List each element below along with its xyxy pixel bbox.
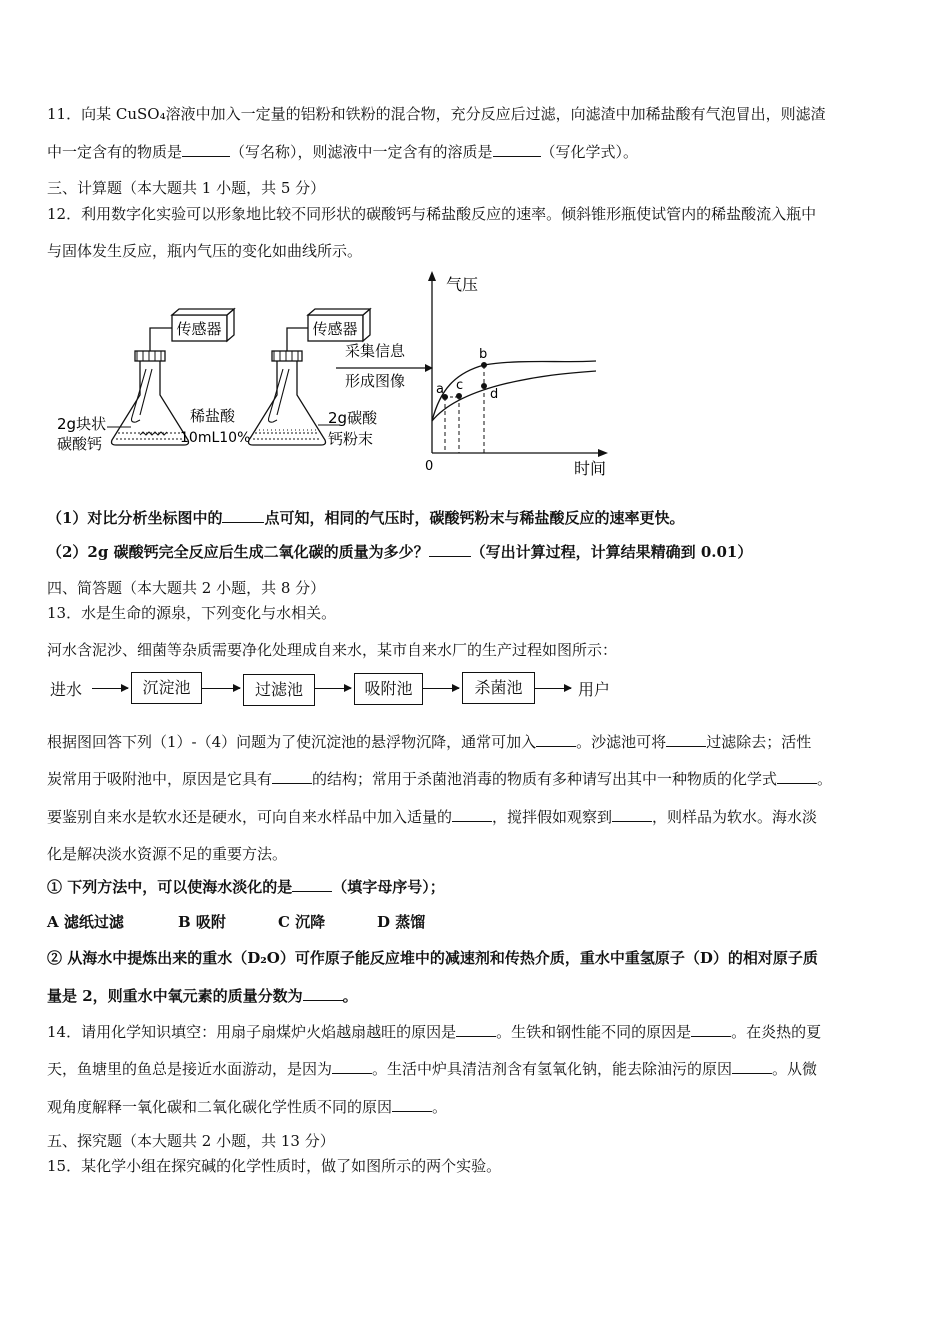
q12-line1: 12．利用数字化实验可以形象地比较不同形状的碳酸钙与稀盐酸反应的速率。倾斜锥形瓶使试管内的稀盐酸流入瓶中	[47, 205, 817, 223]
origin-label: 0	[425, 459, 434, 474]
q11-line2: 中一定含有的物质是 （写名称），则滤液中一定含有的溶质是 （写化学式）。	[47, 143, 639, 161]
collect-label-2: 形成图像	[345, 372, 406, 390]
answer-blank[interactable]	[536, 733, 576, 747]
option-b[interactable]: B 吸附	[178, 913, 226, 931]
flow-user: 用户	[578, 680, 611, 699]
sensor-label-left: 传感器	[176, 320, 222, 338]
answer-blank[interactable]	[332, 1060, 372, 1074]
right-solid-label-1: 2g碳酸	[328, 409, 378, 427]
answer-blank[interactable]	[777, 770, 817, 784]
flow-inlet: 进水	[50, 680, 83, 699]
flow-sterilization-tank: 杀菌池	[462, 672, 535, 704]
point-b-label: b	[479, 347, 488, 362]
answer-blank[interactable]	[732, 1060, 772, 1074]
answer-blank[interactable]	[292, 878, 332, 892]
q13-line1: 13．水是生命的源泉，下列变化与水相关。	[47, 604, 337, 622]
flow-arrow	[202, 688, 240, 689]
q11-line1: 11．向某 CuSO₄溶液中加入一定量的铝粉和铁粉的混合物，充分反应后过滤，向滤渣中加稀盐酸有气泡冒出，则滤渣	[47, 105, 826, 123]
q14-line1: 14．请用化学知识填空：用扇子扇煤炉火焰越扇越旺的原因是 。生铁和钢性能不同的原因是 。在炎热的夏	[47, 1023, 822, 1041]
answer-blank[interactable]	[612, 808, 652, 822]
q12-part2: （2）2g 碳酸钙完全反应后生成二氧化碳的质量为多少？ （写出计算过程，计算结果精确到 0.01）	[47, 543, 753, 561]
flow-arrow	[92, 688, 128, 689]
flow-adsorption-tank: 吸附池	[354, 673, 423, 705]
q13-line2: 河水含泥沙、细菌等杂质需要净化处理成自来水，某市自来水厂的生产过程如图所示：	[47, 641, 618, 659]
q13-line6: 化是解决淡水资源不足的重要方法。	[47, 845, 288, 863]
q13-line9: 量是 2，则重水中氧元素的质量分数为 。	[47, 987, 358, 1005]
q13-line7: ① 下列方法中，可以使海水淡化的是 （填字母序号）；	[47, 878, 445, 896]
q14-line3: 观角度解释一氧化碳和二氧化碳化学性质不同的原因 。	[47, 1098, 448, 1116]
q13-line4: 炭常用于吸附池中，原因是它具有 的结构；常用于杀菌池消毒的物质有多种请写出其中一种物质的化学式 。	[47, 770, 833, 788]
answer-blank[interactable]	[303, 987, 343, 1001]
answer-blank[interactable]	[429, 543, 471, 557]
right-solid-label-2: 钙粉末	[328, 430, 374, 448]
q13-line8: ② 从海水中提炼出来的重水（D₂O）可作原子能反应堆中的减速剂和传热介质，重水中重氢原子（D）的相对原子质	[47, 949, 818, 967]
answer-blank[interactable]	[666, 733, 706, 747]
sensor-label-right: 传感器	[312, 320, 358, 338]
flow-sedimentation-tank: 沉淀池	[131, 672, 202, 704]
q12-part1: （1）对比分析坐标图中的 点可知，相同的气压时，碳酸钙粉末与稀盐酸反应的速率更快。	[47, 509, 685, 527]
section-3-heading: 三、计算题（本大题共 1 小题，共 5 分）	[47, 179, 326, 197]
q14-line2: 天，鱼塘里的鱼总是接近水面游动，是因为 。生活中炉具清洁剂含有氢氧化钠，能去除油污的原因 。从微	[47, 1060, 818, 1078]
x-axis-label: 时间	[574, 459, 607, 478]
answer-blank[interactable]	[182, 143, 230, 157]
left-solid-label-1: 2g块状	[57, 415, 107, 433]
y-axis-label: 气压	[446, 275, 479, 294]
section-5-heading: 五、探究题（本大题共 2 小题，共 13 分）	[47, 1132, 335, 1150]
answer-blank[interactable]	[456, 1023, 496, 1037]
q13-line5: 要鉴别自来水是软水还是硬水，可向自来水样品中加入适量的 ，搅拌假如观察到 ，则样品为软水。海水淡	[47, 808, 818, 826]
point-d-label: d	[490, 387, 499, 402]
answer-blank[interactable]	[392, 1098, 432, 1112]
point-a-label: a	[436, 382, 444, 397]
option-d[interactable]: D 蒸馏	[377, 913, 426, 931]
flow-filter-tank: 过滤池	[243, 674, 315, 706]
q12-figure	[0, 265, 950, 490]
answer-blank[interactable]	[493, 143, 541, 157]
q12-line2: 与固体发生反应，瓶内气压的变化如曲线所示。	[47, 242, 363, 260]
flow-arrow	[315, 688, 351, 689]
answer-blank[interactable]	[222, 509, 264, 523]
option-a[interactable]: A 滤纸过滤	[47, 913, 124, 931]
answer-blank[interactable]	[691, 1023, 731, 1037]
q15-line1: 15．某化学小组在探究碱的化学性质时，做了如图所示的两个实验。	[47, 1157, 502, 1175]
option-c[interactable]: C 沉降	[278, 913, 326, 931]
section-4-heading: 四、简答题（本大题共 2 小题，共 8 分）	[47, 579, 326, 597]
point-c-label: c	[456, 378, 464, 393]
q13-options	[47, 911, 425, 932]
flow-arrow	[535, 688, 571, 689]
acid-label-2: 10mL10%	[180, 430, 251, 446]
answer-blank[interactable]	[272, 770, 312, 784]
answer-blank[interactable]	[452, 808, 492, 822]
left-solid-label-2: 碳酸钙	[57, 435, 103, 453]
acid-label-1: 稀盐酸	[190, 407, 236, 425]
collect-label-1: 采集信息	[345, 342, 406, 360]
flow-arrow	[423, 688, 459, 689]
q13-line3: 根据图回答下列（1）-（4）问题为了使沉淀池的悬浮物沉降，通常可加入 。沙滤池可将 过滤除去；活性	[47, 733, 812, 751]
